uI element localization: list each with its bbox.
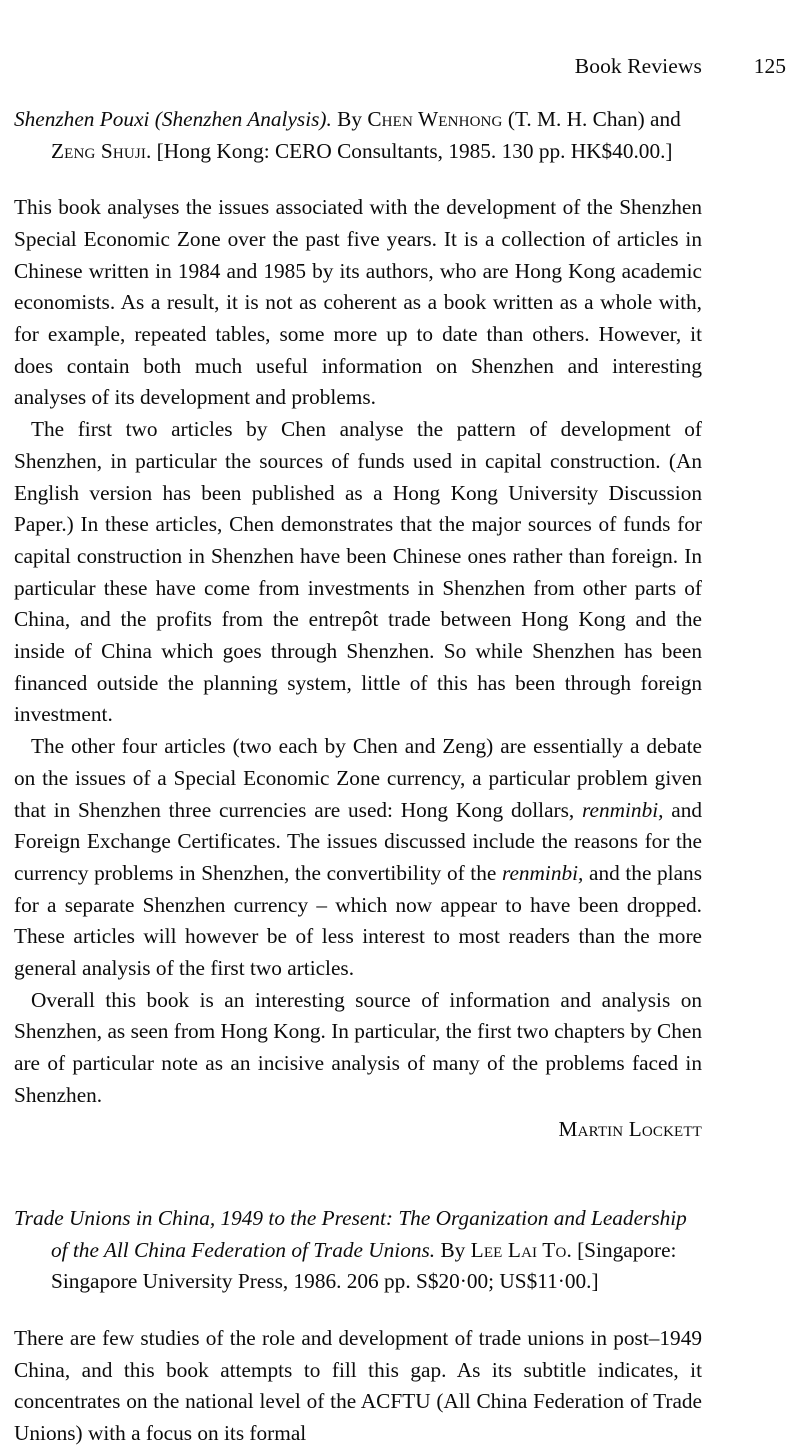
book-title-2: Trade Unions in China, 1949 to the Present: The Organization and Leadership of the All China Federation of Trade Unions. [14, 1206, 687, 1262]
book-title-1: Shenzhen Pouxi (Shenzhen Analysis). [14, 107, 332, 131]
text-column [14, 104, 702, 1450]
publication-details-2: . [Singapore: Singapore University Press, 1986. 206 pp. S$20·00; US$11·00.] [51, 1237, 677, 1294]
author-name-1a: Chen Wenhong [367, 107, 503, 131]
review-1-paragraph-4: Overall this book is an interesting source of information and analysis on Shenzhen, as seen from Hong Kong. In particular, the first two chapters by Chen are of particular note as an incisive analysis of many of the problems faced in Shenzhen. [14, 987, 702, 1107]
author-name-2a: Lee Lai To [470, 1237, 567, 1262]
author-name-1b: Zeng Shuji [51, 138, 147, 163]
publication-details-1: . [Hong Kong: CERO Consultants, 1985. 130 pp. HK$40.00.] [146, 138, 673, 163]
by-word-1: By [331, 107, 368, 131]
book-review-2 [14, 1203, 702, 1450]
reviewer-signature-1: Martin Lockett [558, 1116, 702, 1141]
renminbi-italic-1: renminbi, [582, 797, 664, 822]
page-number: 125 [753, 54, 786, 78]
running-head-title: Book Reviews [574, 54, 702, 78]
citation-block-2 [14, 1203, 702, 1298]
review-separator [14, 1145, 702, 1203]
spacer [14, 1298, 702, 1323]
renminbi-italic-2: renminbi, [501, 860, 584, 885]
spacer [14, 167, 702, 192]
para3-part-c: and the plans for a separate Shenzhen currency – which now appear to have been dropped. These articles will however be of less interest to most readers than the more general analysis of the first two articles. [14, 860, 702, 981]
author-tail-1: (T. M. H. Chan) and [502, 107, 681, 131]
para3-part-b: and Foreign Exchange Certificates. The issues discussed include the reasons for the currency problems in Shenzhen, the convertibility of the [14, 797, 702, 885]
running-head [14, 54, 786, 84]
book-review-1 [14, 104, 702, 1145]
review-1-paragraph-2: The first two articles by Chen analyse the pattern of development of Shenzhen, in particular the sources of funds used in capital construction. (An English version has been published as a Hong Kong University Discussion Paper.) In these articles, Chen demonstrates that the major sources of funds for capital construction in Shenzhen have been Chinese ones rather than foreign. In particular these have come from investments in Shenzhen from other parts of China, and the profits from the entrepôt trade between Hong Kong and the inside of China which goes through Shenzhen. So while Shenzhen has been financed outside the planning system, little of this has been through foreign investment. [14, 417, 702, 727]
review-1-paragraph-3 [14, 731, 702, 985]
para3-part-a: The other four articles (two each by Chen and Zeng) are essentially a debate on the issues of a Special Economic Zone currency, a particular problem given that in Shenzhen three currencies are used: Hong Kong dollars, [14, 734, 702, 822]
citation-block-1 [14, 104, 702, 167]
review-1-paragraph-1: This book analyses the issues associated with the development of the Shenzhen Special Economic Zone over the past five years. It is a collection of articles in Chinese written in 1984 and 1985 by its authors, who are Hong Kong academic economists. As a result, it is not as coherent as a book written as a whole with, for example, repeated tables, some more up to date than others. However, it does contain both much useful information on Shenzhen and interesting analyses of its development and problems. [14, 195, 702, 410]
by-word-2: By [435, 1237, 471, 1262]
review-2-paragraph-1: There are few studies of the role and development of trade unions in post–1949 China, and this book attempts to fill this gap. As its subtitle indicates, it concentrates on the national level of the ACFTU (All China Federation of Trade Unions) with a focus on its formal [14, 1326, 702, 1446]
